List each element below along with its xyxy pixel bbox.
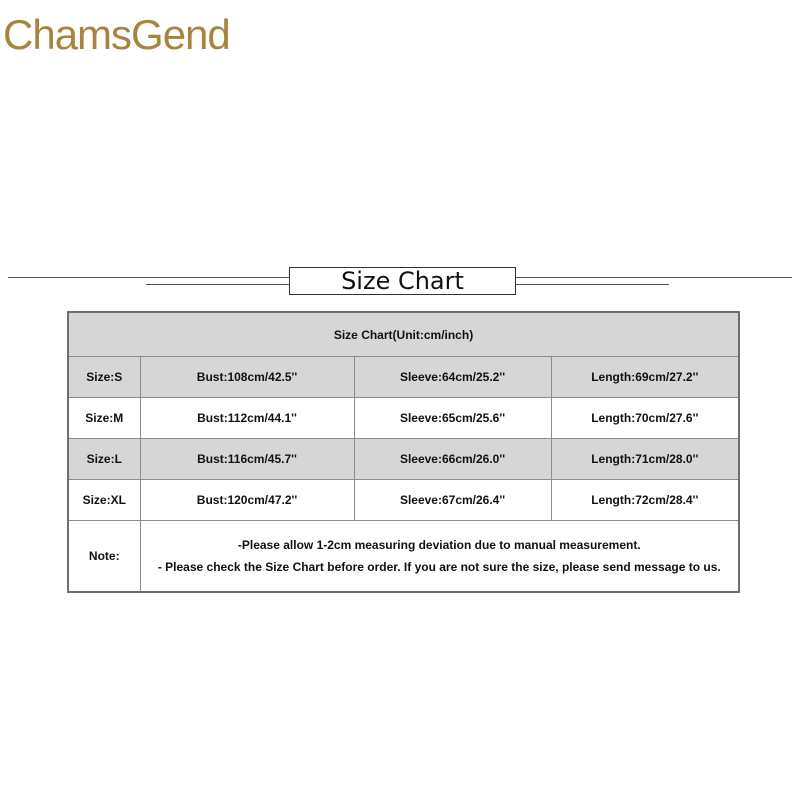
size-chart-title: Size Chart [289, 267, 516, 295]
title-rule-right-short [516, 284, 669, 285]
size-cell: Size:S [68, 357, 140, 398]
sleeve-cell: Sleeve:65cm/25.6'' [354, 398, 551, 439]
bust-cell: Bust:120cm/47.2'' [140, 480, 354, 521]
size-cell: Size:L [68, 439, 140, 480]
note-row [68, 521, 739, 593]
note-text [140, 521, 739, 593]
length-cell: Length:71cm/28.0'' [551, 439, 739, 480]
size-cell: Size:M [68, 398, 140, 439]
table-row [68, 439, 739, 480]
length-cell: Length:69cm/27.2'' [551, 357, 739, 398]
size-cell: Size:XL [68, 480, 140, 521]
sleeve-cell: Sleeve:66cm/26.0'' [354, 439, 551, 480]
bust-cell: Bust:108cm/42.5'' [140, 357, 354, 398]
length-cell: Length:72cm/28.4'' [551, 480, 739, 521]
note-line-2: - Please check the Size Chart before order. If you are not sure the size, please send message to us. [157, 560, 721, 574]
sleeve-cell: Sleeve:67cm/26.4'' [354, 480, 551, 521]
table-row [68, 480, 739, 521]
note-label: Note: [68, 521, 140, 593]
table-caption: Size Chart(Unit:cm/inch) [68, 312, 739, 357]
bust-cell: Bust:112cm/44.1'' [140, 398, 354, 439]
title-rule-left-short [146, 284, 289, 285]
length-cell: Length:70cm/27.6'' [551, 398, 739, 439]
table-caption-row [68, 312, 739, 357]
table-row [68, 357, 739, 398]
table-row [68, 398, 739, 439]
sleeve-cell: Sleeve:64cm/25.2'' [354, 357, 551, 398]
brand-logo: ChamsGend [3, 11, 230, 58]
title-rule-right-long [516, 277, 792, 278]
title-rule-left-long [8, 277, 289, 278]
bust-cell: Bust:116cm/45.7'' [140, 439, 354, 480]
size-chart-table [67, 311, 740, 593]
note-line-1: -Please allow 1-2cm measuring deviation due to manual measurement. [237, 538, 641, 552]
